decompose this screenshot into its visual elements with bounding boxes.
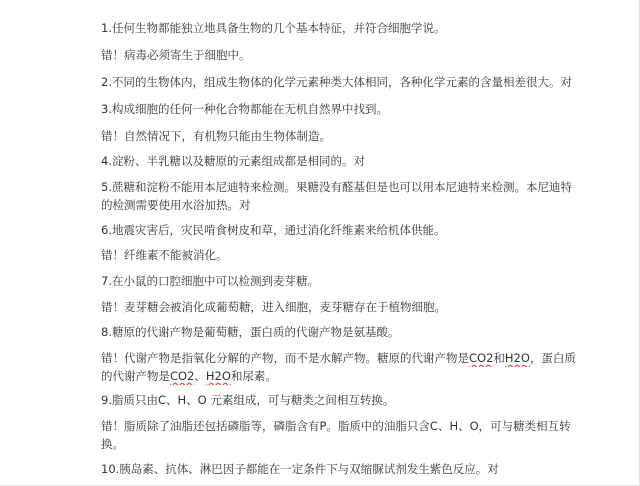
question-1: 1.任何生物都能独立地具备生物的几个基本特征，并符合细胞学说。 [101,21,446,35]
answer-9-line-1: 错！脂质除了油脂还包括磷脂等，磷脂含有P。脂质中的油脂只含C、H、O，可与糖类相互转 [101,419,571,433]
answer-8-text-h: 和尿素。 [230,369,277,383]
question-6: 6.地震灾害后，灾民啃食树皮和草，通过消化纤维素来给机体供能。 [101,223,446,237]
question-4: 4.淀粉、半乳糖以及糖原的元素组成都是相同的。对 [101,154,365,168]
question-5-line-2: 的检测需要使用水浴加热。对 [101,198,251,212]
answer-3: 错！自然情况下，有机物只能由生物体制造。 [101,129,331,143]
answer-9-line-2: 换。 [101,437,124,451]
answer-8-text-f: 的代谢产物是 [101,369,170,383]
answer-8-line-1 [101,349,607,367]
question-8: 8.糖原的代谢产物是葡萄糖，蛋白质的代谢产物是氨基酸。 [101,325,400,339]
answer-8-line-2 [101,367,607,385]
answer-1: 错！病毒必须寄生于细胞中。 [101,48,251,62]
question-9: 9.脂质只由C、H、O 元素组成，可与糖类之间相互转换。 [101,393,395,407]
question-7: 7.在小鼠的口腔细胞中可以检测到麦芽糖。 [101,274,319,288]
answer-8-text-e: ，蛋白质 [529,351,576,365]
question-5-line-1: 5.蔗糖和淀粉不能用本尼迪特来检测。果糖没有醛基但是也可以用本尼迪特来检测。本尼迪特 [101,180,572,194]
answer-8-text-g: 、 [194,369,206,383]
answer-8-h2o: H2O [504,351,530,365]
answer-8-h2o-2: H2O [205,369,231,383]
answer-6: 错！纤维素不能被消化。 [101,248,228,262]
question-2: 2.不同的生物体内，组成生物体的化学元素种类大体相同，各种化学元素的含量相差很大。对 [101,75,572,89]
answer-8-text-a: 错！代谢产物是指氧化分解的产物，而不是水解产物。糖原的代谢产物是 [101,351,469,365]
question-3: 3.构成细胞的任何一种化合物都能在无机自然界中找到。 [101,102,388,116]
answer-8-text-c: 和 [493,351,505,365]
answer-8-co2: CO2 [469,351,494,365]
answer-8-co2-2: CO2 [170,369,195,383]
question-10: 10.胰岛素、抗体、淋巴因子都能在一定条件下与双缩脲试剂发生紫色反应。对 [101,462,499,476]
answer-7: 错！麦芽糖会被消化成葡萄糖，进入细胞，麦芽糖存在于植物细胞。 [101,300,446,314]
